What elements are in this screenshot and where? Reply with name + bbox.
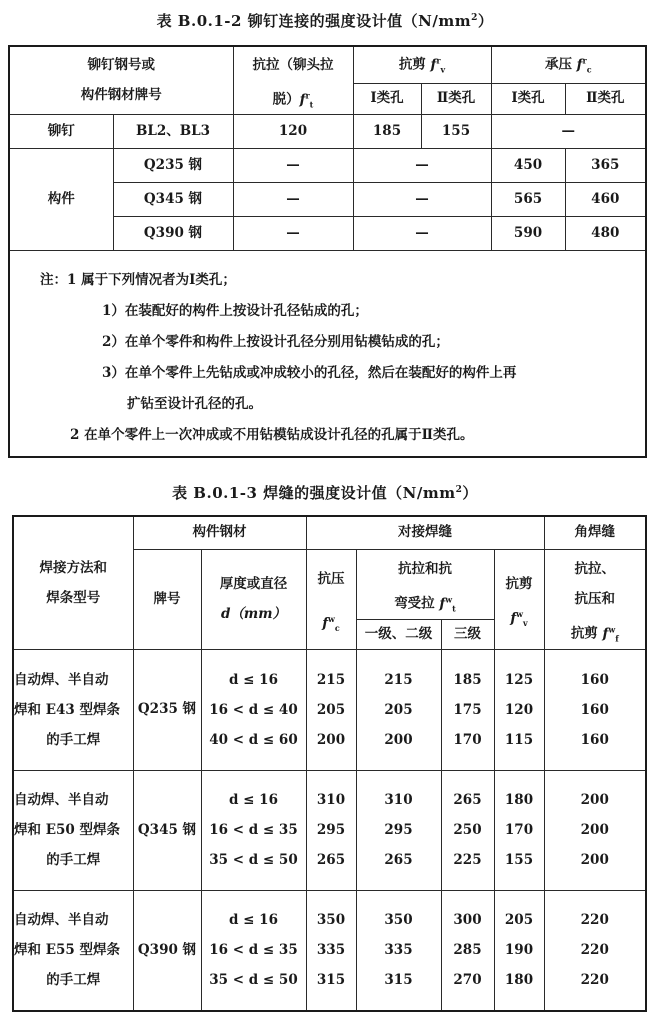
text-header-col-shear-sub: v [523,618,528,629]
cell-bearing-class1: 590 [491,216,565,250]
text-header-col-fillet-sub: f [615,633,619,644]
cell-method [13,770,133,890]
text-header-col-bearing-sub: c [586,64,592,75]
table-row [9,148,646,182]
text-tension-12-1: 295 [384,822,413,838]
header-compression [306,549,356,649]
text-method-1: 焊和 E43 型焊条 [14,701,120,718]
header-bearing-class1: Ⅰ类孔 [491,83,565,114]
note-1-item-3: 3）在单个零件上先钻成或冲成较小的孔径，然后在装配好的构件上再 [102,364,517,381]
header-shear [494,549,544,649]
text-header-col-bearing-symbol: f [576,56,583,73]
header-material-line1: 铆钉钢号或 [87,57,155,74]
text-header-col-shear-sup: r [436,55,441,66]
text-header-col-shear-symbol: f [510,610,517,627]
cell-part [9,46,646,83]
cell-part [545,614,646,644]
text-fillet-0: 220 [580,912,609,929]
shear-symbol [431,57,446,73]
cell-group: 铆钉 [9,114,113,148]
text-shear-0: 205 [504,912,534,929]
text-fillet-2: 220 [580,972,609,989]
table1-title-sup: 2 [471,13,478,23]
text-compression-2: 265 [316,852,346,868]
table1-title [0,10,650,31]
table-notes [9,250,646,457]
cell-thickness [201,890,306,1011]
table2-title-tail: ） [462,484,478,502]
text-thickness-2: 35 < d ≤ 50 [209,972,298,989]
text-tension-12-0: 215 [384,671,413,688]
fillet-symbol [603,626,619,642]
header-quality-12: 一级、二级 [356,619,441,649]
text-header-col-shear-symbol: f [430,56,437,73]
table-row [13,770,646,890]
cell-tension: — [233,216,353,250]
text-fillet-0: 200 [580,792,609,808]
cell-thickness [201,649,306,770]
tension-symbol [439,596,455,612]
text-shear-2: 155 [504,852,534,868]
text-tension-12-1: 205 [384,701,413,718]
text-tension-12-2: 265 [384,852,413,868]
cell-tension: — [233,182,353,216]
header-tension-line2: 脱） [272,91,300,108]
text-compression-0: 310 [316,792,346,808]
text-header-col-shear-sup: w [516,609,524,619]
cell-tension-3 [441,649,494,770]
table1-title-text: 表 B.0.1-2 铆钉连接的强度设计值（N/mm [156,12,472,30]
header-thickness [201,549,306,649]
header-fillet-weld: 角焊缝 [544,516,646,549]
cell-grade: Q235 钢 [113,148,233,182]
text-header-col-tension-sup: w [445,594,453,604]
cell-grade: Q345 钢 [113,182,233,216]
cell-shear: — [353,216,491,250]
text-tension-3-0: 185 [453,671,482,688]
cell-method [13,890,133,1011]
text-tension-12-2: 315 [384,972,413,989]
cell-group: 构件 [9,148,113,250]
text-thickness-2: 35 < d ≤ 50 [209,852,298,868]
cell-bearing-class2: 365 [565,148,646,182]
cell-grade: BL2、BL3 [113,114,233,148]
cell-grade: Q390 钢 [133,890,201,1011]
header-material [9,46,233,114]
text-header-col-tension-line1: 抗拉和抗 [398,561,452,577]
text-thickness-1: 16 < d ≤ 40 [209,701,298,718]
table-row [13,890,646,1011]
header-butt-weld: 对接焊缝 [306,516,544,549]
text-compression-1: 335 [316,942,346,959]
note-1-item-1: 1）在装配好的构件上按设计孔径钻成的孔； [102,302,368,319]
text-method-2: 的手工焊 [46,972,101,989]
cell-thickness [201,770,306,890]
text-header-col-shear-sub: v [440,64,446,75]
cell-tension-3 [441,770,494,890]
header-tension [356,549,494,619]
text-tension-3-2: 225 [453,852,482,868]
text-shear-1: 120 [504,701,534,718]
text-header-col-bearing: 承压 [544,56,577,73]
table1-title-tail: ） [477,12,494,30]
header-quality-3: 三级 [441,619,494,649]
text-header-col-tension-sub: t [452,603,456,614]
text-header-col-compression-sup: w [328,614,335,624]
bearing-symbol [577,57,592,73]
cell-grade: Q390 钢 [113,216,233,250]
cell-fillet [544,770,646,890]
header-shear-class2: Ⅱ类孔 [421,83,491,114]
text-header-col-compression-symbol: f [322,615,329,632]
text-thickness-1: 16 < d ≤ 35 [209,822,298,838]
text-fillet-2: 200 [580,852,609,868]
text-thickness-2: 40 < d ≤ 60 [209,731,298,748]
header-grade: 牌号 [133,549,201,649]
text-compression-2: 200 [316,731,346,748]
text-header-col-method-line1: 焊接方法和 [39,559,107,576]
header-tension [233,46,353,114]
cell-method [13,649,133,770]
cell-grade: Q235 钢 [133,649,201,770]
note-1: 注：1 属于下列情况者为Ⅰ类孔； [40,271,236,288]
cell-compression [306,890,356,1011]
text-thickness-0: d ≤ 16 [229,912,278,929]
table2-title-sup: 2 [455,485,463,495]
cell-bearing-class2: 460 [565,182,646,216]
text-tension-3-0: 265 [453,792,482,808]
text-header-col-shear: 抗剪 [505,576,533,592]
cell-shear [494,890,544,1011]
text-fillet-1: 200 [580,822,609,838]
cell-grade: Q345 钢 [133,770,201,890]
cell-compression [306,770,356,890]
text-method-1: 焊和 E50 型焊条 [14,822,120,838]
header-method [13,516,133,649]
cell-bearing: — [491,114,646,148]
cell-shear-class2: 155 [421,114,491,148]
cell-part [13,516,646,1011]
cell-part [234,80,353,110]
header-fillet [544,549,646,649]
cell-shear-class1: 185 [353,114,421,148]
note-1-item-2: 2）在单个零件和构件上按设计孔径分别用钻模钻成的孔； [102,333,449,350]
text-header-col-thickness-line1: 厚度或直径 [219,576,288,592]
cell-shear [494,649,544,770]
text-compression-0: 350 [316,912,346,929]
text-header-col-tension-sup: r [305,90,310,101]
cell-tension-12 [356,770,441,890]
cell-part [13,516,646,549]
text-header-col-method-line2: 焊条型号 [46,589,101,606]
text-thickness-0: d ≤ 16 [229,792,278,808]
text-tension-3-2: 170 [453,731,482,748]
compression-symbol [307,604,356,634]
text-header-col-tension-symbol: f [299,91,306,108]
cell-tension: — [233,148,353,182]
text-fillet-1: 160 [580,701,609,718]
text-tension-12-2: 200 [384,731,413,748]
cell-fillet [544,890,646,1011]
header-tension-line1: 抗拉（铆头拉 [252,57,334,74]
text-method-0: 自动焊、半自动 [14,912,109,929]
text-header-col-fillet-line3: 抗剪 [570,625,603,642]
text-tension-3-1: 250 [453,822,482,838]
rivet-strength-table [8,45,647,458]
header-bearing-class2: Ⅱ类孔 [565,83,646,114]
cell-bearing-class2: 480 [565,216,646,250]
text-header-col-fillet-sup: w [608,624,616,634]
text-method-0: 自动焊、半自动 [14,671,109,688]
header-steel: 构件钢材 [133,516,306,549]
table-row [13,649,646,770]
text-shear-2: 115 [504,731,534,748]
text-thickness-0: d ≤ 16 [229,671,278,688]
cell-tension: 120 [233,114,353,148]
text-compression-1: 205 [316,701,346,718]
cell-part [9,46,646,457]
text-header-col-bearing-sup: r [582,55,587,66]
header-material-line2: 构件钢材牌号 [80,87,162,104]
text-method-0: 自动焊、半自动 [14,792,109,808]
text-tension-12-0: 310 [384,792,413,808]
cell-tension-3 [441,890,494,1011]
tension-symbol [300,92,314,108]
text-compression-0: 215 [316,671,346,688]
table-row [9,114,646,148]
cell-shear: — [353,148,491,182]
text-header-col-tension-sub: t [309,99,314,110]
cell-part [357,584,494,614]
text-shear-0: 125 [504,671,534,688]
text-header-col-tension-symbol: f [439,595,446,612]
text-header-col-shear: 抗剪 [398,56,431,73]
cell-bearing-class1: 450 [491,148,565,182]
text-shear-2: 180 [504,972,534,989]
text-header-col-fillet-line2: 抗压和 [574,591,615,607]
text-header-col-compression-sub: c [334,623,340,634]
cell-compression [306,649,356,770]
cell-part [9,250,646,457]
text-fillet-1: 220 [580,942,609,959]
text-header-col-thickness-line2: d（mm） [220,606,286,622]
text-shear-1: 170 [504,822,534,838]
text-method-2: 的手工焊 [46,731,101,748]
text-header-col-tension-line2: 弯受拉 [394,595,440,612]
cell-tension-12 [356,890,441,1011]
header-shear-class1: Ⅰ类孔 [353,83,421,114]
text-header-col-compression: 抗压 [317,571,345,587]
text-compression-2: 315 [316,972,346,989]
cell-tension-12 [356,649,441,770]
text-shear-0: 180 [504,792,534,808]
text-compression-1: 295 [316,822,346,838]
text-thickness-1: 16 < d ≤ 35 [209,942,298,959]
text-tension-12-0: 350 [384,912,413,929]
shear-symbol [495,599,544,629]
text-method-2: 的手工焊 [46,852,101,868]
text-fillet-0: 160 [580,671,609,688]
table2-title-text: 表 B.0.1-3 焊缝的强度设计值（N/mm [172,484,456,502]
note-1-item-3-cont: 扩钻至设计孔径的孔。 [127,395,262,412]
header-shear [353,46,491,83]
cell-shear [494,770,544,890]
text-header-col-fillet-line1: 抗拉、 [574,561,615,577]
text-tension-3-1: 175 [453,701,482,718]
table2-title [0,482,650,503]
text-tension-3-0: 300 [453,912,482,929]
text-tension-3-2: 270 [453,972,482,989]
note-2: 2 在单个零件上一次冲成或不用钻模钻成设计孔径的孔属于Ⅱ类孔。 [70,426,474,443]
text-shear-1: 190 [504,942,534,959]
header-bearing [491,46,646,83]
text-tension-3-1: 285 [453,942,482,959]
cell-fillet [544,649,646,770]
text-tension-12-1: 335 [384,942,413,959]
weld-strength-table [12,515,647,1012]
text-method-1: 焊和 E55 型焊条 [14,942,120,959]
cell-shear: — [353,182,491,216]
text-header-col-fillet-symbol: f [602,625,609,642]
cell-bearing-class1: 565 [491,182,565,216]
text-fillet-2: 160 [580,731,609,748]
